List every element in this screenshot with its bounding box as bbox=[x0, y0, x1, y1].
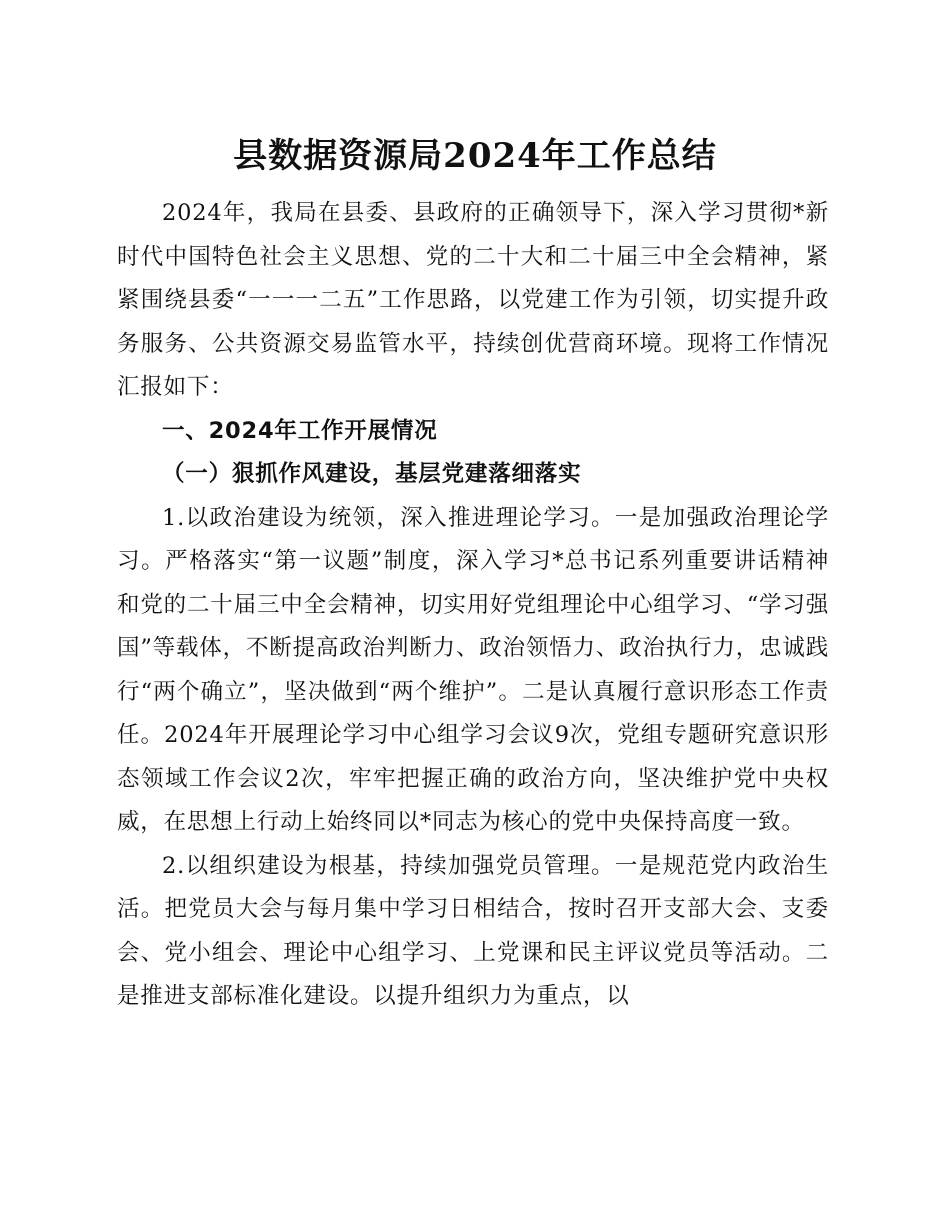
body-paragraph-1: 1.以政治建设为统领，深入推进理论学习。一是加强政治理论学习。严格落实“第一议题”制度，深入学习*总书记系列重要讲话精神和党的二十届三中全会精神，切实用好党组理论中心组学习、“学习强国”等载体，不断提高政治判断力、政治领悟力、政治执行力，忠诚践行“两个确立”，坚决做到“两个维护”。二是认真履行意识形态工作责任。2024年开展理论学习中心组学习会议9次，党组专题研究意识形态领域工作会议2次，牢牢把握正确的政治方向，坚决维护党中央权威，在思想上行动上始终同以*同志为核心的党中央保持高度一致。 bbox=[117, 504, 829, 835]
document-body bbox=[117, 192, 829, 1019]
body-paragraph-2: 2.以组织建设为根基，持续加强党员管理。一是规范党内政治生活。把党员大会与每月集中学习日相结合，按时召开支部大会、支委会、党小组会、理论中心组学习、上党课和民主评议党员等活动。二是推进支部标准化建设。以提升组织力为重点，以 bbox=[117, 852, 829, 1009]
document-title: 县数据资源局2024年工作总结 bbox=[233, 136, 717, 176]
intro-paragraph: 2024年，我局在县委、县政府的正确领导下，深入学习贯彻*新时代中国特色社会主义思想、党的二十大和二十届三中全会精神，紧紧围绕县委“一一一二五”工作思路，以党建工作为引领，切实提升政务服务、公共资源交易监管水平，持续创优营商环境。现将工作情况汇报如下： bbox=[117, 200, 829, 400]
subsection-heading: （一）狠抓作风建设，基层党建落细落实 bbox=[162, 461, 582, 487]
section-heading: 一、2024年工作开展情况 bbox=[162, 417, 438, 444]
